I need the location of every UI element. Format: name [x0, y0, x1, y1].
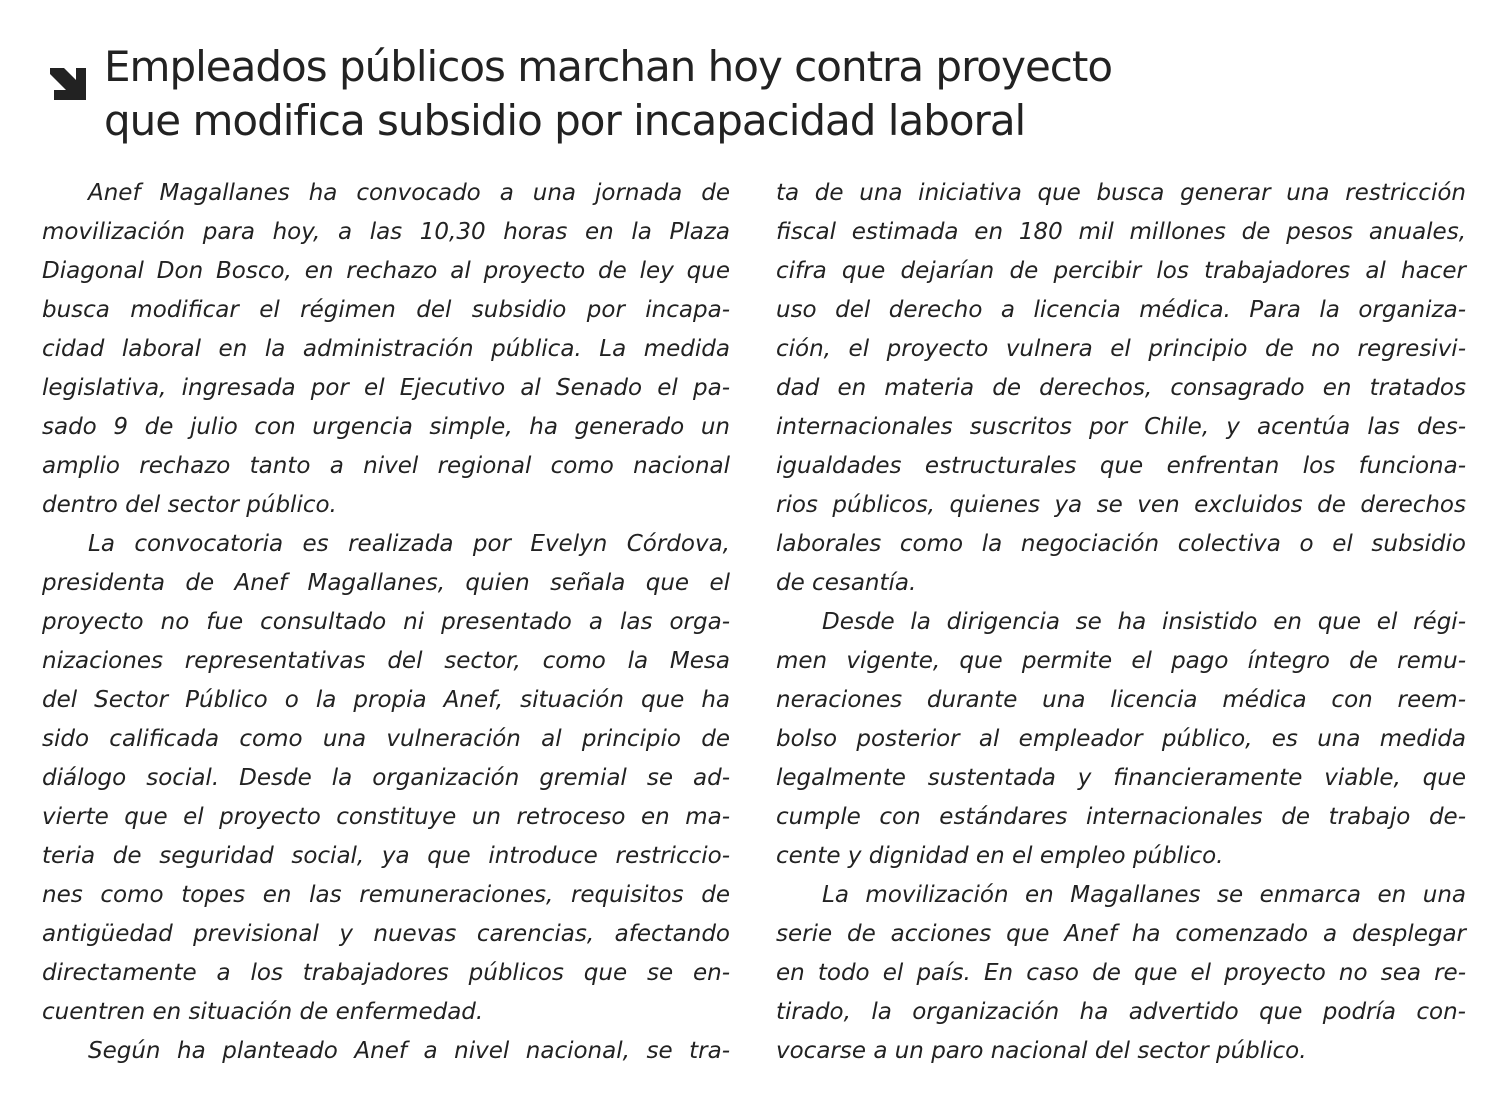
body-line: busca modificar el régimen del subsidio por incapa-	[42, 297, 730, 323]
body-line: del Sector Público o la propia Anef, situación que ha	[42, 687, 730, 713]
body-line: dentro del sector público.	[42, 492, 337, 518]
body-line: cifra que dejarían de percibir los trabajadores al hacer	[776, 258, 1466, 284]
headline-title	[104, 40, 1112, 148]
body-line: movilización para hoy, a las 10,30 horas en la Plaza	[42, 219, 730, 245]
body-line: en todo el país. En caso de que el proyecto no sea re-	[776, 960, 1466, 986]
body-line: directamente a los trabajadores públicos que se en-	[42, 960, 730, 986]
body-line: men vigente, que permite el pago íntegro de remu-	[776, 648, 1466, 674]
arrow-down-right-icon	[42, 56, 94, 108]
body-line: cumple con estándares internacionales de trabajo de-	[776, 804, 1466, 830]
body-line: cente y dignidad en el empleo público.	[776, 843, 1224, 869]
body-line: internacionales suscritos por Chile, y acentúa las des-	[776, 414, 1466, 440]
body-line: cidad laboral en la administración pública. La medida	[42, 336, 730, 362]
body-line: uso del derecho a licencia médica. Para la organiza-	[776, 297, 1466, 323]
body-line: presidenta de Anef Magallanes, quien señala que el	[42, 570, 730, 596]
body-line: nizaciones representativas del sector, como la Mesa	[42, 648, 730, 674]
headline-line-1: Empleados públicos marchan hoy contra proyecto	[104, 42, 1113, 91]
body-line: igualdades estructurales que enfrentan los funciona-	[776, 453, 1466, 479]
body-line: vocarse a un paro nacional del sector público.	[776, 1038, 1307, 1064]
body-line: laborales como la negociación colectiva o el subsidio	[776, 531, 1466, 557]
body-line: antigüedad previsional y nuevas carencias, afectando	[42, 921, 730, 947]
body-line: ta de una iniciativa que busca generar una restricción	[776, 180, 1466, 206]
body-line: Según ha planteado Anef a nivel nacional, se tra-	[88, 1038, 730, 1064]
right-column	[776, 174, 1466, 1071]
body-line: proyecto no fue consultado ni presentado a las orga-	[42, 609, 730, 635]
body-line: rios públicos, quienes ya se ven excluidos de derechos	[776, 492, 1466, 518]
body-line: ción, el proyecto vulnera el principio de no regresivi-	[776, 336, 1466, 362]
body-line: La movilización en Magallanes se enmarca en una	[822, 882, 1466, 908]
body-line: Anef Magallanes ha convocado a una jornada de	[88, 180, 730, 206]
body-line: sado 9 de julio con urgencia simple, ha generado un	[42, 414, 730, 440]
body-line: vierte que el proyecto constituye un retroceso en ma-	[42, 804, 730, 830]
body-line: nes como topes en las remuneraciones, requisitos de	[42, 882, 730, 908]
left-column	[42, 174, 730, 1071]
body-line: diálogo social. Desde la organización gremial se ad-	[42, 765, 730, 791]
body-line: fiscal estimada en 180 mil millones de pesos anuales,	[776, 219, 1466, 245]
body-line: teria de seguridad social, ya que introduce restriccio-	[42, 843, 730, 869]
article-headline	[42, 40, 1482, 148]
body-line: Diagonal Don Bosco, en rechazo al proyecto de ley que	[42, 258, 730, 284]
body-line: de cesantía.	[776, 570, 917, 596]
body-line: cuentren en situación de enfermedad.	[42, 999, 484, 1025]
body-line: amplio rechazo tanto a nivel regional como nacional	[42, 453, 730, 479]
body-line: legislativa, ingresada por el Ejecutivo al Senado el pa-	[42, 375, 730, 401]
body-line: serie de acciones que Anef ha comenzado a desplegar	[776, 921, 1466, 947]
body-line: sido calificada como una vulneración al principio de	[42, 726, 730, 752]
body-line: neraciones durante una licencia médica con reem-	[776, 687, 1466, 713]
body-line: bolso posterior al empleador público, es una medida	[776, 726, 1466, 752]
body-line: Desde la dirigencia se ha insistido en que el régi-	[822, 609, 1466, 635]
body-line: La convocatoria es realizada por Evelyn Córdova,	[88, 531, 730, 557]
headline-line-2: que modifica subsidio por incapacidad laboral	[104, 96, 1026, 145]
body-line: tirado, la organización ha advertido que podría con-	[776, 999, 1466, 1025]
body-line: legalmente sustentada y financieramente viable, que	[776, 765, 1466, 791]
body-line: dad en materia de derechos, consagrado en tratados	[776, 375, 1466, 401]
